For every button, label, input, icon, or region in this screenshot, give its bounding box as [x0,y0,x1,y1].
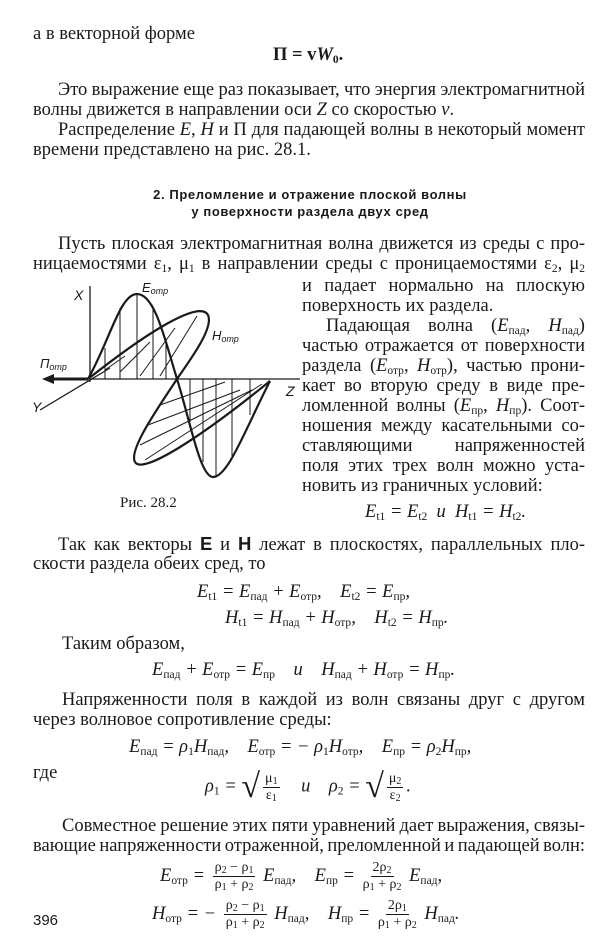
text-run: частью отражается от поверхности [302,336,585,356]
subscript: пр [509,405,522,417]
text-run: со скоростью [326,100,442,120]
formula-poynting [273,45,343,65]
italic-symbol: E [179,120,192,140]
subscript: пр [431,617,444,629]
subscript: пад [420,874,438,887]
text-run: и Π для падающей волны в некоторый момент [213,120,585,140]
text-run: E [152,660,164,680]
text-run: и [212,535,238,555]
italic-symbol: E [459,396,472,416]
subscript: отр [387,365,404,377]
bold-vector-symbol: H [237,533,252,554]
text-run: E [160,865,172,886]
text-run: . [521,502,527,522]
fraction [224,898,267,931]
subscript: 1 [323,746,329,758]
text-run: ρ [214,877,222,892]
subscript: пад [140,746,158,758]
text-line [302,356,585,376]
square-root [241,770,282,804]
text-run: = H [247,608,283,628]
radical-sign-icon: √ [241,768,261,805]
denominator [215,877,254,893]
text-run: E [404,865,421,886]
subscript: отр [171,874,188,887]
formula-rho [205,770,411,804]
subscript: пр [471,405,484,417]
text-run: ρ [362,877,370,892]
text-run: . [454,903,460,924]
text-run: H [269,903,288,924]
italic-symbol: Z [316,100,327,120]
numerator [386,898,409,915]
subscript: 1 [232,920,238,931]
text-run: ρ [205,776,214,797]
text-run: , E [317,582,352,602]
text-run: времени представлено на рис. 28.1. [33,140,311,160]
numerator [263,771,280,788]
text-run: поля этих трех волн можно уста- [302,456,585,476]
text-line [58,234,585,254]
text-run: , [525,316,549,336]
text-run: + H [299,608,335,628]
text-line [58,120,585,140]
subscript: 1 [188,263,195,275]
subscript: пр [341,912,354,925]
subscript: пр [438,669,451,681]
subscript: пад [334,669,352,681]
text-run: , μ [557,254,580,274]
formula-e-tangential [197,582,410,602]
text-run: поверхность их раздела. [302,296,494,316]
denominator [226,915,265,931]
text-line [33,554,266,574]
text-run: ε [389,787,396,803]
subscript: пад [250,591,268,603]
formula-sum [152,660,455,680]
text-run: и H [427,502,469,522]
fraction [263,771,280,804]
text-line [33,836,585,856]
text-run: где [33,763,58,783]
text-line [302,416,585,436]
text-run: . [443,608,449,628]
text-run: E [365,502,377,522]
text-run: ρ [225,915,233,930]
text-run: через волновое сопротивление среды: [33,710,332,730]
fraction [378,898,417,931]
text-run: кает во вторую среду в виде пре- [302,376,585,396]
text-line [302,476,543,496]
text-run: . [450,660,455,680]
text-run: = E [230,660,264,680]
subscript: пр [325,874,338,887]
text-run: а в векторной форме [33,24,195,44]
subscript: t2 [387,617,397,629]
text-run: . [449,100,455,120]
text-run: ). Соот- [521,396,585,416]
italic-symbol: E [497,316,509,336]
text-line [33,100,454,120]
text-line [302,376,585,396]
subscript: 0 [332,54,339,66]
italic-symbol: H [200,120,214,140]
text-line [302,336,585,356]
subscript: 2 [435,746,442,758]
text-run: новить из граничных условий: [302,476,543,496]
section-heading-line: 2. Преломление и отражение плоской волны [153,187,467,202]
text-run: волны движется в направлении оси [33,100,317,120]
text-run: 2ρ [372,860,387,875]
subscript: 1 [401,903,407,914]
text-run: , [191,120,201,140]
subscript: t1 [238,617,248,629]
subscript: пад [508,325,526,337]
subscript: 2 [396,882,402,893]
subscript: 1 [272,775,278,787]
subscript: отр [430,365,447,377]
text-line [302,296,493,316]
text-run: − ρ [237,898,260,913]
subscript: 1 [259,903,265,914]
text-run: μ [265,770,273,786]
denominator [378,915,417,931]
numerator [387,771,404,788]
text-run: Π = v [273,45,317,65]
text-run: скости раздела обеих сред, то [33,554,266,574]
text-run: − ρ [226,860,249,875]
poynting-label: Потр [40,356,67,372]
text-run: ), частью прони- [446,356,585,376]
text-run: + E [180,660,214,680]
italic-symbol: H [495,396,510,416]
subscript: пад [207,746,225,758]
text-run: Совместное решение этих пяти уравнений дает выражения, связы- [62,816,585,836]
subscript: отр [258,746,276,758]
y-axis [40,368,110,410]
text-run: , μ [167,254,189,274]
subscript: t1 [376,511,386,523]
subscript: отр [334,617,352,629]
text-run: , E [358,737,394,757]
text-run: = E [360,582,394,602]
text-run: H [152,903,166,924]
subscript: 2 [232,903,238,914]
subscript: пад [287,912,305,925]
e-wave-curve [88,294,270,477]
text-run: = − [181,903,221,924]
text-run: и падает нормально на плоскую [302,276,585,296]
text-run: μ [388,770,397,786]
text-run: = ρ [404,737,436,757]
text-run: = [353,903,375,924]
square-root [365,770,406,804]
text-run: и H [274,660,335,680]
text-run: Напряженности поля в каждой из волн связаны друг с другом [62,690,585,710]
text-run: = H [477,502,513,522]
figure-caption: Рис. 28.2 [120,495,177,511]
text-line [302,456,585,476]
subscript: пад [561,325,579,337]
text-run: H [328,737,343,757]
italic-symbol: W [316,45,333,65]
text-run: + ρ [237,915,260,930]
text-run: , [483,396,496,416]
text-line [58,80,585,100]
text-run: Пусть плоская электромагнитная волна движется из среды с про- [58,234,585,254]
text-run: = E [385,502,419,522]
subscript: 2 [396,775,402,787]
y-axis-label: Y [32,399,42,415]
text-run: H [193,737,208,757]
text-run: . [406,776,411,797]
subscript: 2 [395,792,401,804]
text-run: Так как векторы [58,535,200,555]
text-run: + ρ [374,877,397,892]
text-line [58,534,585,555]
subscript: 1 [248,865,254,876]
text-run: лежат в плоскостях, параллельных пло- [251,535,585,555]
denominator [390,788,401,804]
subscript: пад [437,912,455,925]
text-run: , E [224,737,259,757]
subscript: 1 [384,920,390,931]
text-run: = [219,776,242,797]
text-line [33,763,57,783]
subscript: отр [342,746,359,758]
text-run: E [258,865,275,886]
numerator [224,898,267,915]
subscript: 1 [188,746,194,758]
italic-symbol: E [376,356,388,376]
text-run: Падающая волна ( [326,316,498,336]
italic-symbol: H [548,316,562,336]
text-run: = [337,865,360,886]
text-run: 2ρ [387,898,402,913]
text-line [302,276,585,296]
subscript: t2 [512,511,522,523]
formula-e-solution [160,860,442,893]
text-run: ношения между касательными со- [302,416,585,436]
subscript: пад [282,617,300,629]
text-run: = ρ [157,737,189,757]
text-run: ставляющими напряженностей [302,436,585,456]
subscript: пр [393,591,406,603]
subscript: отр [300,591,317,603]
bold-vector-symbol: E [199,533,213,554]
subscript: пр [393,746,405,758]
text-run: H [419,903,438,924]
text-run: + E [267,582,301,602]
text-run: Распределение [58,120,180,140]
text-run: ) [578,316,585,336]
x-axis-label: X [74,287,84,303]
z-axis-label: Z [286,383,295,399]
text-line [326,316,585,336]
text-run: + H [351,660,387,680]
text-line [62,816,585,836]
e-label: Eотр [142,280,169,296]
subscript: 1 [369,882,375,893]
wave-reflection-figure [0,280,300,488]
text-run: ε [265,787,272,803]
text-run: ρ [225,898,233,913]
fraction [363,860,402,893]
subscript: t1 [208,591,218,603]
fraction [213,860,256,893]
subscript: отр [165,912,182,925]
denominator [266,788,277,804]
italic-symbol: H [417,356,431,376]
subscript: 1 [221,882,227,893]
text-line [62,634,185,654]
text-run: раздела ( [302,356,377,376]
text-line [33,140,311,160]
text-run: E [197,582,209,602]
text-run: , [437,865,443,886]
subscript: 1 [161,263,168,275]
text-run: = H [403,660,439,680]
subscript: 1 [213,785,220,798]
text-line [302,396,585,416]
subscript: 2 [551,263,558,275]
text-run: E [129,737,141,757]
text-line [33,710,332,730]
text-run: , H [351,608,388,628]
text-line [62,690,585,710]
page-number: 396 [33,912,59,929]
text-run: ницаемостями ε [33,254,162,274]
text-run: H [225,608,239,628]
text-run: , H [304,903,342,924]
subscript: пад [163,669,181,681]
subscript: 2 [337,785,344,798]
text-line [33,254,585,274]
text-run: H [441,737,455,757]
h-label: Hотр [212,328,239,344]
subscript: пр [454,746,467,758]
text-run: , [403,356,418,376]
formula-impedance [129,737,471,757]
formula-h-tangential [225,608,448,628]
text-run: = E [217,582,251,602]
text-line [33,24,195,44]
text-run: в направлении среды с проницаемостями ε [194,254,552,274]
text-run: = H [396,608,432,628]
numerator [371,860,394,877]
text-run: . [338,45,344,65]
subscript: 2 [248,882,254,893]
subscript: t1 [468,511,478,523]
text-run: вающие напряженности отраженной, преломленной и падающей волн: [33,836,585,856]
subscript: 1 [271,792,277,804]
text-run: ломленной волны ( [302,396,460,416]
text-run: ρ [214,860,222,875]
poynting-arrowhead [42,374,54,384]
subscript: 2 [579,263,585,275]
text-run: Это выражение еще раз показывает, что энергия электромагнитной [58,80,585,100]
subscript: отр [213,669,230,681]
subscript: пад [274,874,292,887]
subscript: t2 [351,591,361,603]
text-run: ρ [377,915,385,930]
text-run: Таким образом, [62,634,185,654]
text-run: , E [291,865,326,886]
subscript: отр [386,669,404,681]
text-run: = [343,776,366,797]
section-heading-line: у поверхности раздела двух сред [191,204,429,219]
radical-sign-icon: √ [365,768,384,805]
subscript: 2 [386,865,392,876]
text-run: + ρ [389,915,412,930]
text-run: и ρ [282,776,338,797]
numerator [213,860,256,877]
subscript: 2 [259,920,265,931]
text-run: , [466,737,472,757]
text-line [302,436,585,456]
text-run: = [187,865,210,886]
text-run: = − ρ [275,737,323,757]
formula-boundary [365,502,526,522]
fraction [387,771,404,804]
italic-symbol: v [441,100,450,120]
denominator [363,877,402,893]
text-run: + ρ [226,877,249,892]
subscript: t2 [418,511,428,523]
formula-h-solution [152,898,460,931]
subscript: 2 [221,865,227,876]
text-run: , [405,582,410,602]
subscript: 2 [411,920,417,931]
subscript: пр [263,669,275,681]
